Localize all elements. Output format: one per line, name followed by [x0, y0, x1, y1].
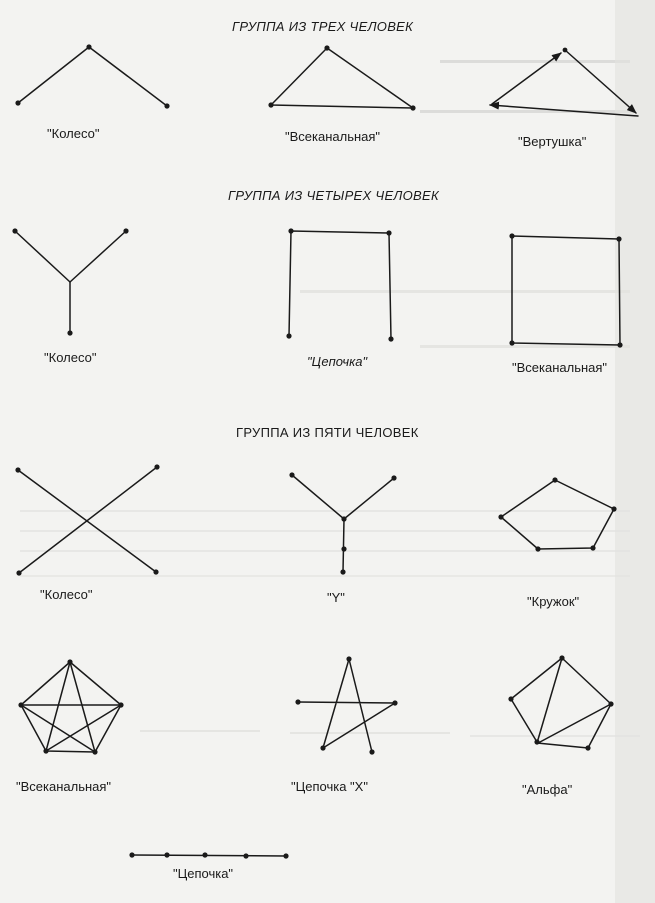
- caption-four-chain: "Цепочка": [307, 354, 368, 369]
- diagram-five-y: [289, 472, 396, 574]
- caption-three-pinwheel: "Вертушка": [518, 134, 587, 149]
- diagram-four-chain: [286, 228, 393, 341]
- diagram-three-wheel: [15, 44, 169, 108]
- caption-five-chain: "Цепочка": [173, 866, 234, 881]
- diagram-five-circle: [498, 477, 616, 551]
- diagram-five-chain: [129, 852, 288, 858]
- caption-three-all-channel: "Всеканальная": [285, 129, 381, 144]
- caption-five-circle: "Кружок": [527, 594, 580, 609]
- diagram-five-all-channel: [18, 659, 123, 754]
- caption-four-all-channel: "Всеканальная": [512, 360, 608, 375]
- diagram-five-chain-x: [295, 656, 397, 754]
- caption-five-all-channel: "Всеканальная": [16, 779, 112, 794]
- caption-five-alpha: "Альфа": [522, 782, 573, 797]
- diagram-three-all-channel: [268, 45, 415, 110]
- caption-four-wheel: "Колесо": [44, 350, 97, 365]
- caption-five-chain-x: "Цепочка "Х": [291, 779, 368, 794]
- section-title-five: ГРУППА ИЗ ПЯТИ ЧЕЛОВЕК: [236, 425, 419, 440]
- section-title-four: ГРУППА ИЗ ЧЕТЫРЕХ ЧЕЛОВЕК: [228, 188, 439, 203]
- diagram-three-pinwheel: [490, 48, 638, 116]
- caption-three-wheel: "Колесо": [47, 126, 100, 141]
- caption-five-wheel: "Колесо": [40, 587, 93, 602]
- caption-five-y: "Y": [327, 590, 345, 605]
- diagram-five-wheel: [15, 464, 159, 575]
- diagram-five-alpha: [508, 655, 613, 750]
- section-title-three: ГРУППА ИЗ ТРЕХ ЧЕЛОВЕК: [232, 19, 414, 34]
- diagram-four-wheel: [12, 228, 128, 335]
- diagram-four-all-channel: [509, 233, 622, 347]
